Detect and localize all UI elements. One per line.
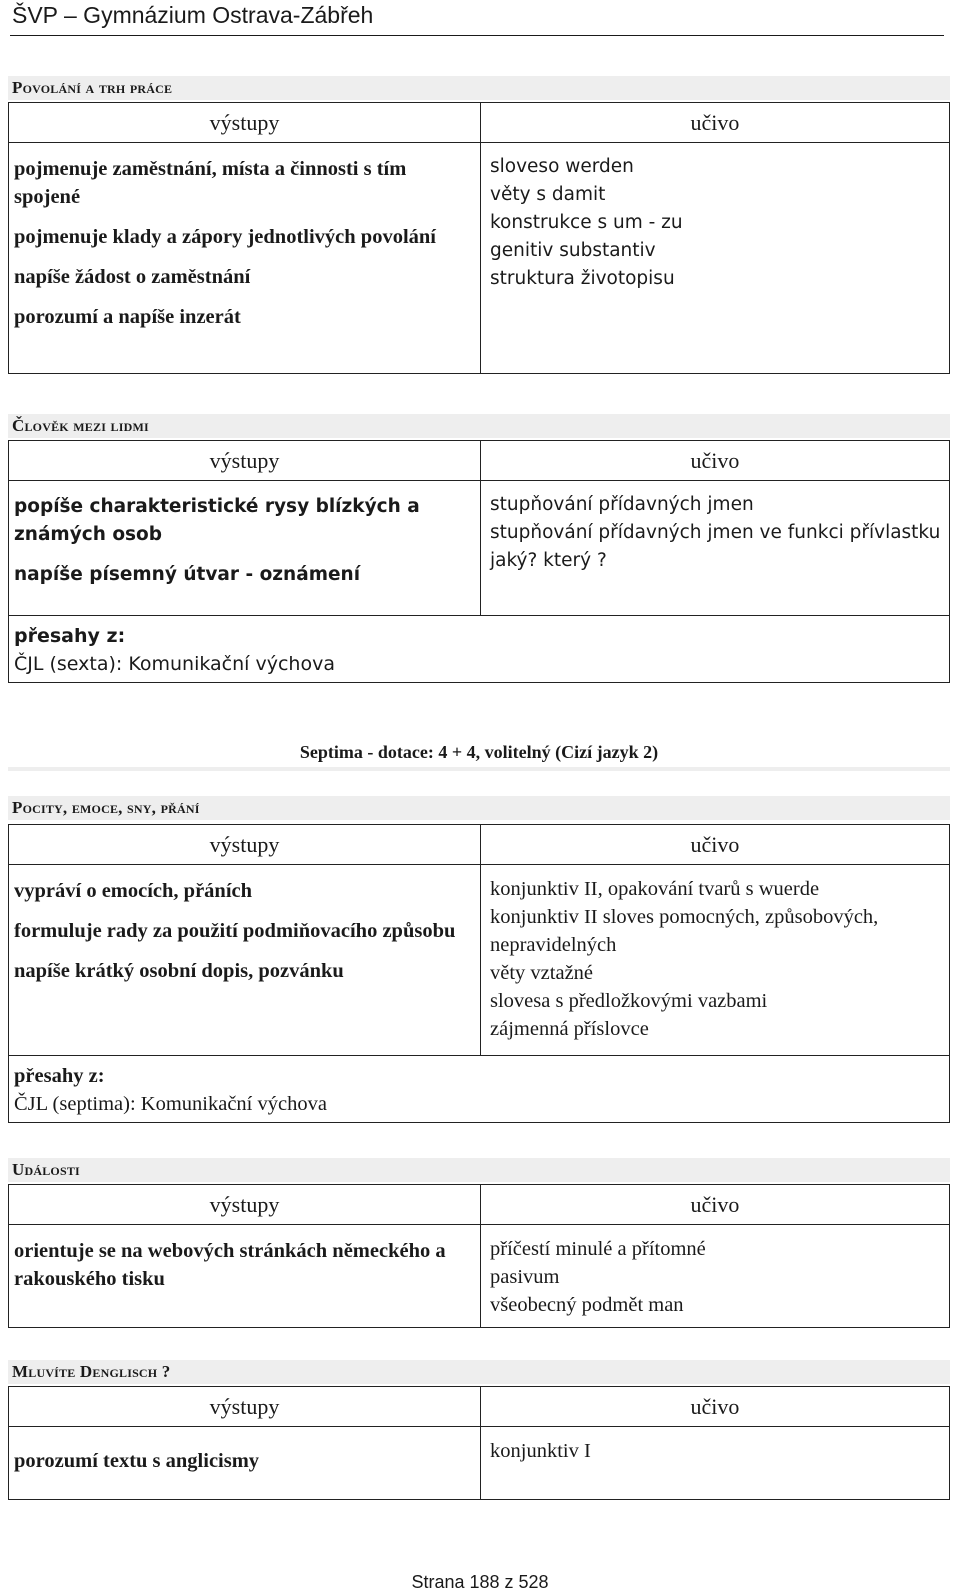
outcome-item: formuluje rady za použití podmiňovacího způsobu: [14, 920, 456, 942]
column-header-outcomes: výstupy: [9, 441, 481, 481]
outcomes-cell: [9, 143, 481, 373]
cross-curricular-cell: [9, 615, 949, 682]
header-rule: [10, 35, 944, 36]
content-item: struktura životopisu: [490, 268, 675, 289]
outcome-item: napíše žádost o zaměstnání: [14, 266, 251, 288]
septima-heading: Septima - dotace: 4 + 4, volitelný (Cizí jazyk 2): [299, 742, 659, 762]
section-title-udalosti: Události: [8, 1158, 950, 1182]
section-title-pocity: Pocity, emoce, sny, přání: [8, 796, 950, 820]
cross-curricular-cell: [9, 1055, 949, 1122]
outcome-item: porozumí textu s anglicismy: [14, 1450, 260, 1472]
outcomes-cell: [9, 1225, 481, 1327]
section-title-povolani: Povolání a trh práce: [8, 76, 950, 100]
content-item: stupňování přídavných jmen ve funkci přívlastku: [490, 522, 941, 543]
page-header-title: ŠVP – Gymnázium Ostrava-Zábřeh: [12, 2, 374, 28]
outcome-item: pojmenuje zaměstnání, místa a činnosti s tím spojené: [14, 158, 407, 208]
column-header-content: učivo: [481, 1185, 949, 1225]
content-item: příčestí minulé a přítomné: [490, 1238, 706, 1260]
content-item: stupňování přídavných jmen: [490, 494, 754, 515]
column-header-content: učivo: [481, 441, 949, 481]
content-item: sloveso werden: [490, 156, 634, 177]
septima-rule: [8, 767, 950, 771]
content-item: slovesa s předložkovými vazbami: [490, 990, 768, 1012]
page-number: Strana 188 z 528: [411, 1572, 549, 1592]
outcome-item: vypráví o emocích, přáních: [14, 880, 253, 902]
content-item: věty vztažné: [490, 962, 594, 984]
table-pocity: [8, 824, 950, 1123]
outcome-item: porozumí a napíše inzerát: [14, 306, 241, 328]
outcomes-cell: [9, 865, 481, 1055]
content-cell: [481, 1225, 949, 1327]
column-header-outcomes: výstupy: [9, 1387, 481, 1427]
content-item: genitiv substantiv: [490, 240, 656, 261]
content-cell: [481, 865, 949, 1055]
content-cell: [481, 143, 949, 373]
content-item: věty s damit: [490, 184, 606, 205]
section-title-mluvite: Mluvíte Denglisch ?: [8, 1360, 950, 1384]
content-item: jaký? který ?: [490, 550, 607, 571]
column-header-content: učivo: [481, 1387, 949, 1427]
outcome-item: napíše krátký osobní dopis, pozvánku: [14, 960, 344, 982]
content-item: konjunktiv II, opakování tvarů s wuerde: [490, 878, 820, 900]
outcome-item: pojmenuje klady a zápory jednotlivých povolání: [14, 226, 436, 248]
section-title-clovek: Člověk mezi lidmi: [8, 414, 950, 438]
cross-curricular-label: přesahy z:: [14, 1065, 105, 1087]
table-mluvite: [8, 1386, 950, 1500]
table-udalosti: [8, 1184, 950, 1328]
column-header-content: učivo: [481, 825, 949, 865]
content-item: konjunktiv I: [490, 1440, 591, 1462]
content-item: všeobecný podmět man: [490, 1294, 684, 1316]
content-item: konstrukce s um - zu: [490, 212, 683, 233]
cross-curricular-value: ČJL (septima): Komunikační výchova: [14, 1093, 327, 1115]
column-header-content: učivo: [481, 103, 949, 143]
outcomes-cell: [9, 1427, 481, 1499]
table-povolani: [8, 102, 950, 374]
content-item: konjunktiv II sloves pomocných, způsobových, nepravidelných: [490, 906, 879, 956]
cross-curricular-label: přesahy z:: [14, 625, 126, 647]
outcome-item: popíše charakteristické rysy blízkých a známých osob: [14, 496, 420, 545]
column-header-outcomes: výstupy: [9, 103, 481, 143]
content-cell: [481, 1427, 949, 1499]
content-item: zájmenná příslovce: [490, 1018, 649, 1040]
cross-curricular-value: ČJL (sexta): Komunikační výchova: [14, 653, 335, 675]
outcomes-cell: [9, 481, 481, 615]
outcome-item: napíše písemný útvar - oznámení: [14, 564, 361, 585]
content-cell: [481, 481, 949, 615]
column-header-outcomes: výstupy: [9, 825, 481, 865]
table-clovek: [8, 440, 950, 683]
column-header-outcomes: výstupy: [9, 1185, 481, 1225]
content-item: pasivum: [490, 1266, 560, 1288]
outcome-item: orientuje se na webových stránkách německého a rakouského tisku: [14, 1240, 446, 1290]
